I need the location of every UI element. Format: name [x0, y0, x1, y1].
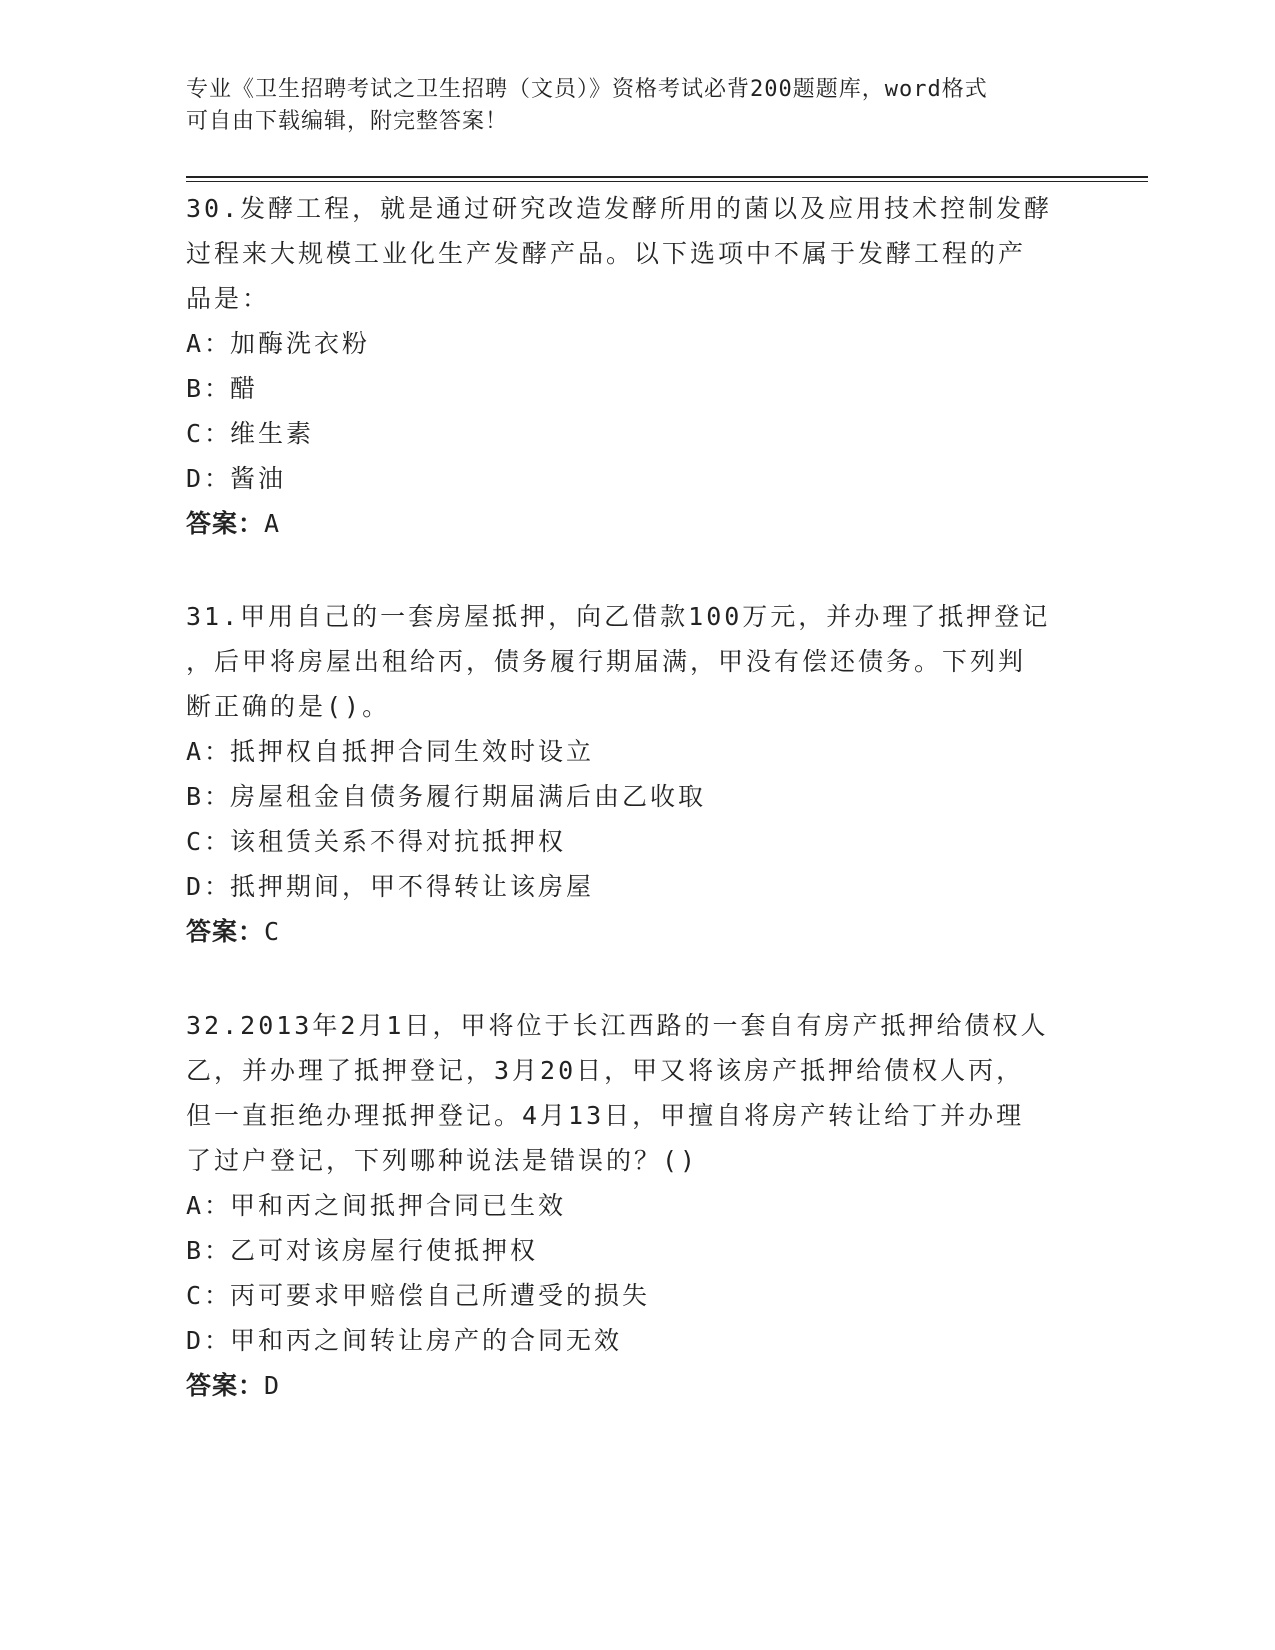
document-header [186, 74, 1086, 138]
option-b [186, 1228, 1106, 1273]
option-text: 维生素 [230, 419, 315, 448]
option-d [186, 456, 1106, 501]
option-key: C： [186, 827, 233, 856]
option-a [186, 321, 1106, 366]
option-text: 丙可要求甲赔偿自己所遭受的损失 [230, 1281, 651, 1310]
option-d [186, 1318, 1106, 1363]
answer-line [186, 909, 1106, 954]
option-text: 乙可对该房屋行使抵押权 [230, 1236, 539, 1265]
question-stem-line: 31.甲用自己的一套房屋抵押，向乙借款100万元，并办理了抵押登记 [186, 602, 1051, 631]
header-divider-thin [186, 181, 1148, 182]
answer-value: C [264, 917, 281, 946]
question-stem-line: 品是： [186, 284, 271, 313]
option-key: D： [186, 464, 233, 493]
option-key: C： [186, 419, 233, 448]
question-stem-line: 过程来大规模工业化生产发酵产品。以下选项中不属于发酵工程的产 [186, 239, 1027, 268]
option-key: A： [186, 1191, 233, 1220]
question-stem-line: 断正确的是()。 [186, 692, 391, 721]
option-key: B： [186, 374, 233, 403]
option-key: C： [186, 1281, 233, 1310]
question-31 [186, 594, 1106, 954]
option-a [186, 729, 1106, 774]
answer-value: D [264, 1371, 281, 1400]
option-c [186, 819, 1106, 864]
option-text: 醋 [230, 374, 259, 403]
option-key: B： [186, 782, 233, 811]
question-stem-line: 乙，并办理了抵押登记，3月20日，甲又将该房产抵押给债权人丙， [186, 1056, 1025, 1085]
option-key: A： [186, 329, 233, 358]
option-text: 抵押权自抵押合同生效时设立 [230, 737, 595, 766]
answer-line [186, 501, 1106, 546]
option-text: 甲和丙之间抵押合同已生效 [230, 1191, 567, 1220]
answer-value: A [264, 509, 281, 538]
option-text: 抵押期间，甲不得转让该房屋 [230, 872, 595, 901]
question-stem-line: ，后甲将房屋出租给丙，债务履行期届满，甲没有偿还债务。下列判 [186, 647, 1027, 676]
option-a [186, 1183, 1106, 1228]
option-text: 甲和丙之间转让房产的合同无效 [230, 1326, 623, 1355]
question-32 [186, 1003, 1106, 1408]
option-key: A： [186, 737, 233, 766]
option-text: 该租赁关系不得对抗抵押权 [230, 827, 567, 856]
option-text: 加酶洗衣粉 [230, 329, 371, 358]
answer-line [186, 1363, 1106, 1408]
header-divider-thick [186, 176, 1148, 178]
option-text: 房屋租金自债务履行期届满后由乙收取 [230, 782, 707, 811]
option-d [186, 864, 1106, 909]
answer-label: 答案： [186, 509, 265, 538]
option-key: D： [186, 872, 233, 901]
option-b [186, 774, 1106, 819]
question-stem-line: 30.发酵工程，就是通过研究改造发酵所用的菌以及应用技术控制发酵 [186, 194, 1053, 223]
question-stem-line: 了过户登记，下列哪种说法是错误的？() [186, 1146, 699, 1175]
question-stem-line: 32.2013年2月1日，甲将位于长江西路的一套自有房产抵押给债权人 [186, 1011, 1049, 1040]
header-line-1: 专业《卫生招聘考试之卫生招聘（文员）》资格考试必背200题题库，word格式 [186, 77, 988, 102]
question-30 [186, 186, 1106, 546]
option-key: B： [186, 1236, 233, 1265]
answer-label: 答案： [186, 1371, 265, 1400]
option-c [186, 411, 1106, 456]
option-key: D： [186, 1326, 233, 1355]
header-line-2: 可自由下载编辑，附完整答案！ [186, 109, 509, 134]
option-c [186, 1273, 1106, 1318]
option-text: 酱油 [230, 464, 287, 493]
option-b [186, 366, 1106, 411]
question-stem-line: 但一直拒绝办理抵押登记。4月13日，甲擅自将房产转让给丁并办理 [186, 1101, 1025, 1130]
answer-label: 答案： [186, 917, 265, 946]
